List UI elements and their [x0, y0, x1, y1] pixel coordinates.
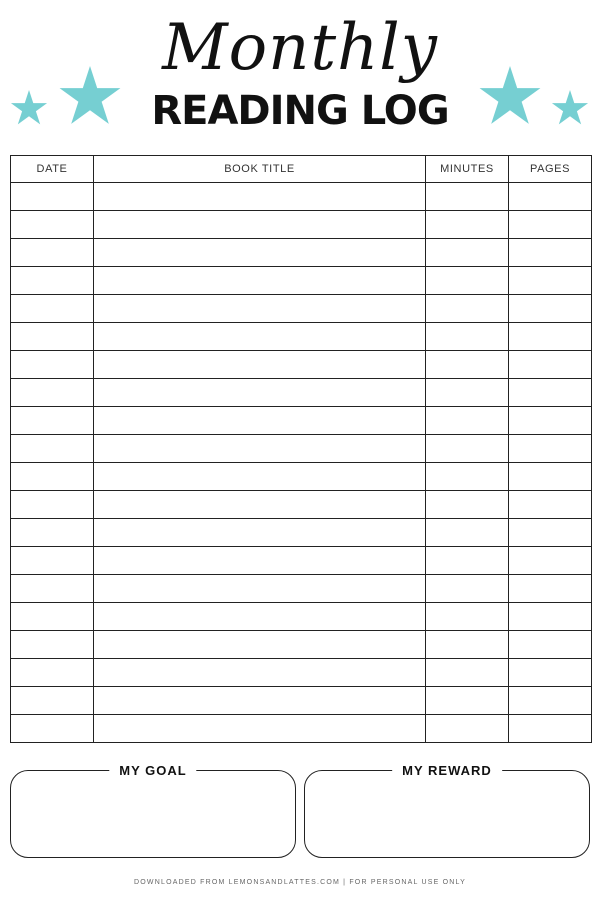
pages-cell[interactable]: [509, 435, 592, 463]
table-row: [11, 351, 592, 379]
table-row: [11, 183, 592, 211]
pages-cell[interactable]: [509, 687, 592, 715]
table-row: [11, 267, 592, 295]
minutes-cell[interactable]: [426, 715, 509, 743]
minutes-cell[interactable]: [426, 211, 509, 239]
title-script: Monthly: [162, 11, 438, 85]
column-header-minutes: MINUTES: [426, 156, 509, 183]
date-cell[interactable]: [11, 267, 94, 295]
table-row: [11, 239, 592, 267]
date-cell[interactable]: [11, 211, 94, 239]
date-cell[interactable]: [11, 547, 94, 575]
book-title-cell[interactable]: [94, 687, 426, 715]
pages-cell[interactable]: [509, 351, 592, 379]
date-cell[interactable]: [11, 183, 94, 211]
book-title-cell[interactable]: [94, 239, 426, 267]
page-title: READING LOG: [151, 88, 449, 134]
date-cell[interactable]: [11, 659, 94, 687]
book-title-cell[interactable]: [94, 575, 426, 603]
minutes-cell[interactable]: [426, 435, 509, 463]
minutes-cell[interactable]: [426, 463, 509, 491]
minutes-cell[interactable]: [426, 295, 509, 323]
date-cell[interactable]: [11, 407, 94, 435]
reading-log-table: [10, 155, 592, 743]
table-row: [11, 379, 592, 407]
book-title-cell[interactable]: [94, 547, 426, 575]
date-cell[interactable]: [11, 323, 94, 351]
minutes-cell[interactable]: [426, 519, 509, 547]
table-row: [11, 295, 592, 323]
pages-cell[interactable]: [509, 183, 592, 211]
book-title-cell[interactable]: [94, 491, 426, 519]
minutes-cell[interactable]: [426, 687, 509, 715]
book-title-cell[interactable]: [94, 407, 426, 435]
date-cell[interactable]: [11, 351, 94, 379]
book-title-cell[interactable]: [94, 183, 426, 211]
book-title-cell[interactable]: [94, 211, 426, 239]
pages-cell[interactable]: [509, 323, 592, 351]
minutes-cell[interactable]: [426, 659, 509, 687]
table-row: [11, 659, 592, 687]
book-title-cell[interactable]: [94, 351, 426, 379]
book-title-cell[interactable]: [94, 323, 426, 351]
pages-cell[interactable]: [509, 295, 592, 323]
minutes-cell[interactable]: [426, 631, 509, 659]
table-row: [11, 519, 592, 547]
pages-cell[interactable]: [509, 239, 592, 267]
date-cell[interactable]: [11, 239, 94, 267]
book-title-cell[interactable]: [94, 659, 426, 687]
table-row: [11, 715, 592, 743]
book-title-cell[interactable]: [94, 435, 426, 463]
date-cell[interactable]: [11, 463, 94, 491]
pages-cell[interactable]: [509, 491, 592, 519]
table-row: [11, 603, 592, 631]
table-row: [11, 323, 592, 351]
column-header-book-title: BOOK TITLE: [94, 156, 426, 183]
date-cell[interactable]: [11, 603, 94, 631]
table-row: [11, 211, 592, 239]
table-row: [11, 463, 592, 491]
date-cell[interactable]: [11, 435, 94, 463]
goal-box[interactable]: [10, 763, 296, 858]
book-title-cell[interactable]: [94, 463, 426, 491]
date-cell[interactable]: [11, 687, 94, 715]
footer-text: DOWNLOADED FROM LEMONSANDLATTES.COM | FOR PERSONAL USE ONLY: [134, 879, 466, 886]
minutes-cell[interactable]: [426, 407, 509, 435]
minutes-cell[interactable]: [426, 547, 509, 575]
pages-cell[interactable]: [509, 407, 592, 435]
pages-cell[interactable]: [509, 463, 592, 491]
book-title-cell[interactable]: [94, 631, 426, 659]
book-title-cell[interactable]: [94, 295, 426, 323]
pages-cell[interactable]: [509, 267, 592, 295]
table-body: [11, 183, 592, 743]
table-row: [11, 491, 592, 519]
date-cell[interactable]: [11, 519, 94, 547]
pages-cell[interactable]: [509, 519, 592, 547]
reward-label: MY REWARD: [392, 762, 502, 780]
minutes-cell[interactable]: [426, 351, 509, 379]
date-cell[interactable]: [11, 491, 94, 519]
minutes-cell[interactable]: [426, 183, 509, 211]
reward-box[interactable]: [304, 763, 590, 858]
book-title-cell[interactable]: [94, 519, 426, 547]
table-header-row: [11, 156, 592, 183]
date-cell[interactable]: [11, 715, 94, 743]
minutes-cell[interactable]: [426, 603, 509, 631]
book-title-cell[interactable]: [94, 603, 426, 631]
table-row: [11, 687, 592, 715]
goal-label: MY GOAL: [109, 762, 196, 780]
table-row: [11, 547, 592, 575]
table-row: [11, 631, 592, 659]
pages-cell[interactable]: [509, 547, 592, 575]
column-header-date: DATE: [11, 156, 94, 183]
table-row: [11, 575, 592, 603]
date-cell[interactable]: [11, 379, 94, 407]
book-title-cell[interactable]: [94, 379, 426, 407]
pages-cell[interactable]: [509, 211, 592, 239]
minutes-cell[interactable]: [426, 379, 509, 407]
minutes-cell[interactable]: [426, 323, 509, 351]
pages-cell[interactable]: [509, 575, 592, 603]
book-title-cell[interactable]: [94, 267, 426, 295]
pages-cell[interactable]: [509, 631, 592, 659]
date-cell[interactable]: [11, 631, 94, 659]
table-row: [11, 407, 592, 435]
pages-cell[interactable]: [509, 659, 592, 687]
minutes-cell[interactable]: [426, 239, 509, 267]
minutes-cell[interactable]: [426, 491, 509, 519]
pages-cell[interactable]: [509, 603, 592, 631]
date-cell[interactable]: [11, 575, 94, 603]
date-cell[interactable]: [11, 295, 94, 323]
column-header-pages: PAGES: [509, 156, 592, 183]
pages-cell[interactable]: [509, 715, 592, 743]
book-title-cell[interactable]: [94, 715, 426, 743]
pages-cell[interactable]: [509, 379, 592, 407]
minutes-cell[interactable]: [426, 267, 509, 295]
minutes-cell[interactable]: [426, 575, 509, 603]
table-row: [11, 435, 592, 463]
